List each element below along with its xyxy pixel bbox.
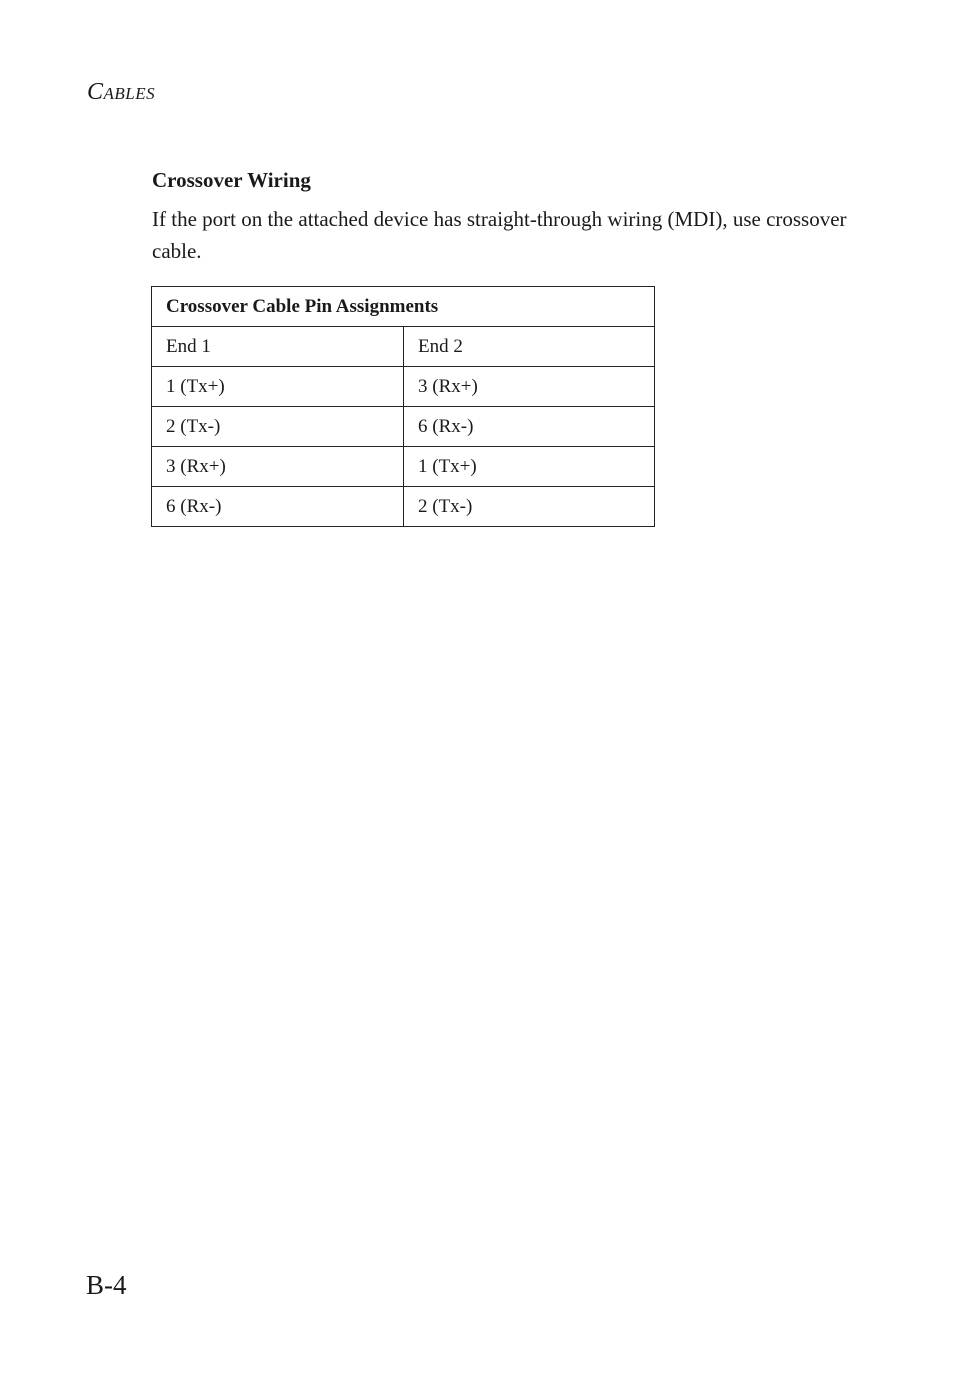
column-header-end-2: End 2: [404, 327, 655, 367]
table-cell: 6 (Rx-): [404, 407, 655, 447]
table-header-row: [152, 327, 655, 367]
body-paragraph: If the port on the attached device has straight-through wiring (MDI), use crossover cable.: [152, 207, 847, 263]
table-cell: 6 (Rx-): [152, 487, 404, 527]
section-title: Crossover Wiring: [152, 168, 311, 192]
page-number: B-4: [86, 1270, 127, 1300]
table-row: [152, 487, 655, 527]
column-header-end-1: End 1: [152, 327, 404, 367]
table-cell: 1 (Tx+): [152, 367, 404, 407]
crossover-pin-table: [151, 286, 655, 527]
running-header: [87, 80, 155, 104]
table-cell: 2 (Tx-): [404, 487, 655, 527]
table-row: [152, 407, 655, 447]
table-cell: 2 (Tx-): [152, 407, 404, 447]
table-row: [152, 447, 655, 487]
table-cell: 3 (Rx+): [404, 367, 655, 407]
table-row: [152, 367, 655, 407]
table-cell: 3 (Rx+): [152, 447, 404, 487]
running-header-rest: ABLES: [103, 84, 156, 103]
table-caption: Crossover Cable Pin Assignments: [152, 287, 655, 327]
table-cell: 1 (Tx+): [404, 447, 655, 487]
table-caption-row: [152, 287, 655, 327]
running-header-initial: C: [87, 79, 104, 105]
